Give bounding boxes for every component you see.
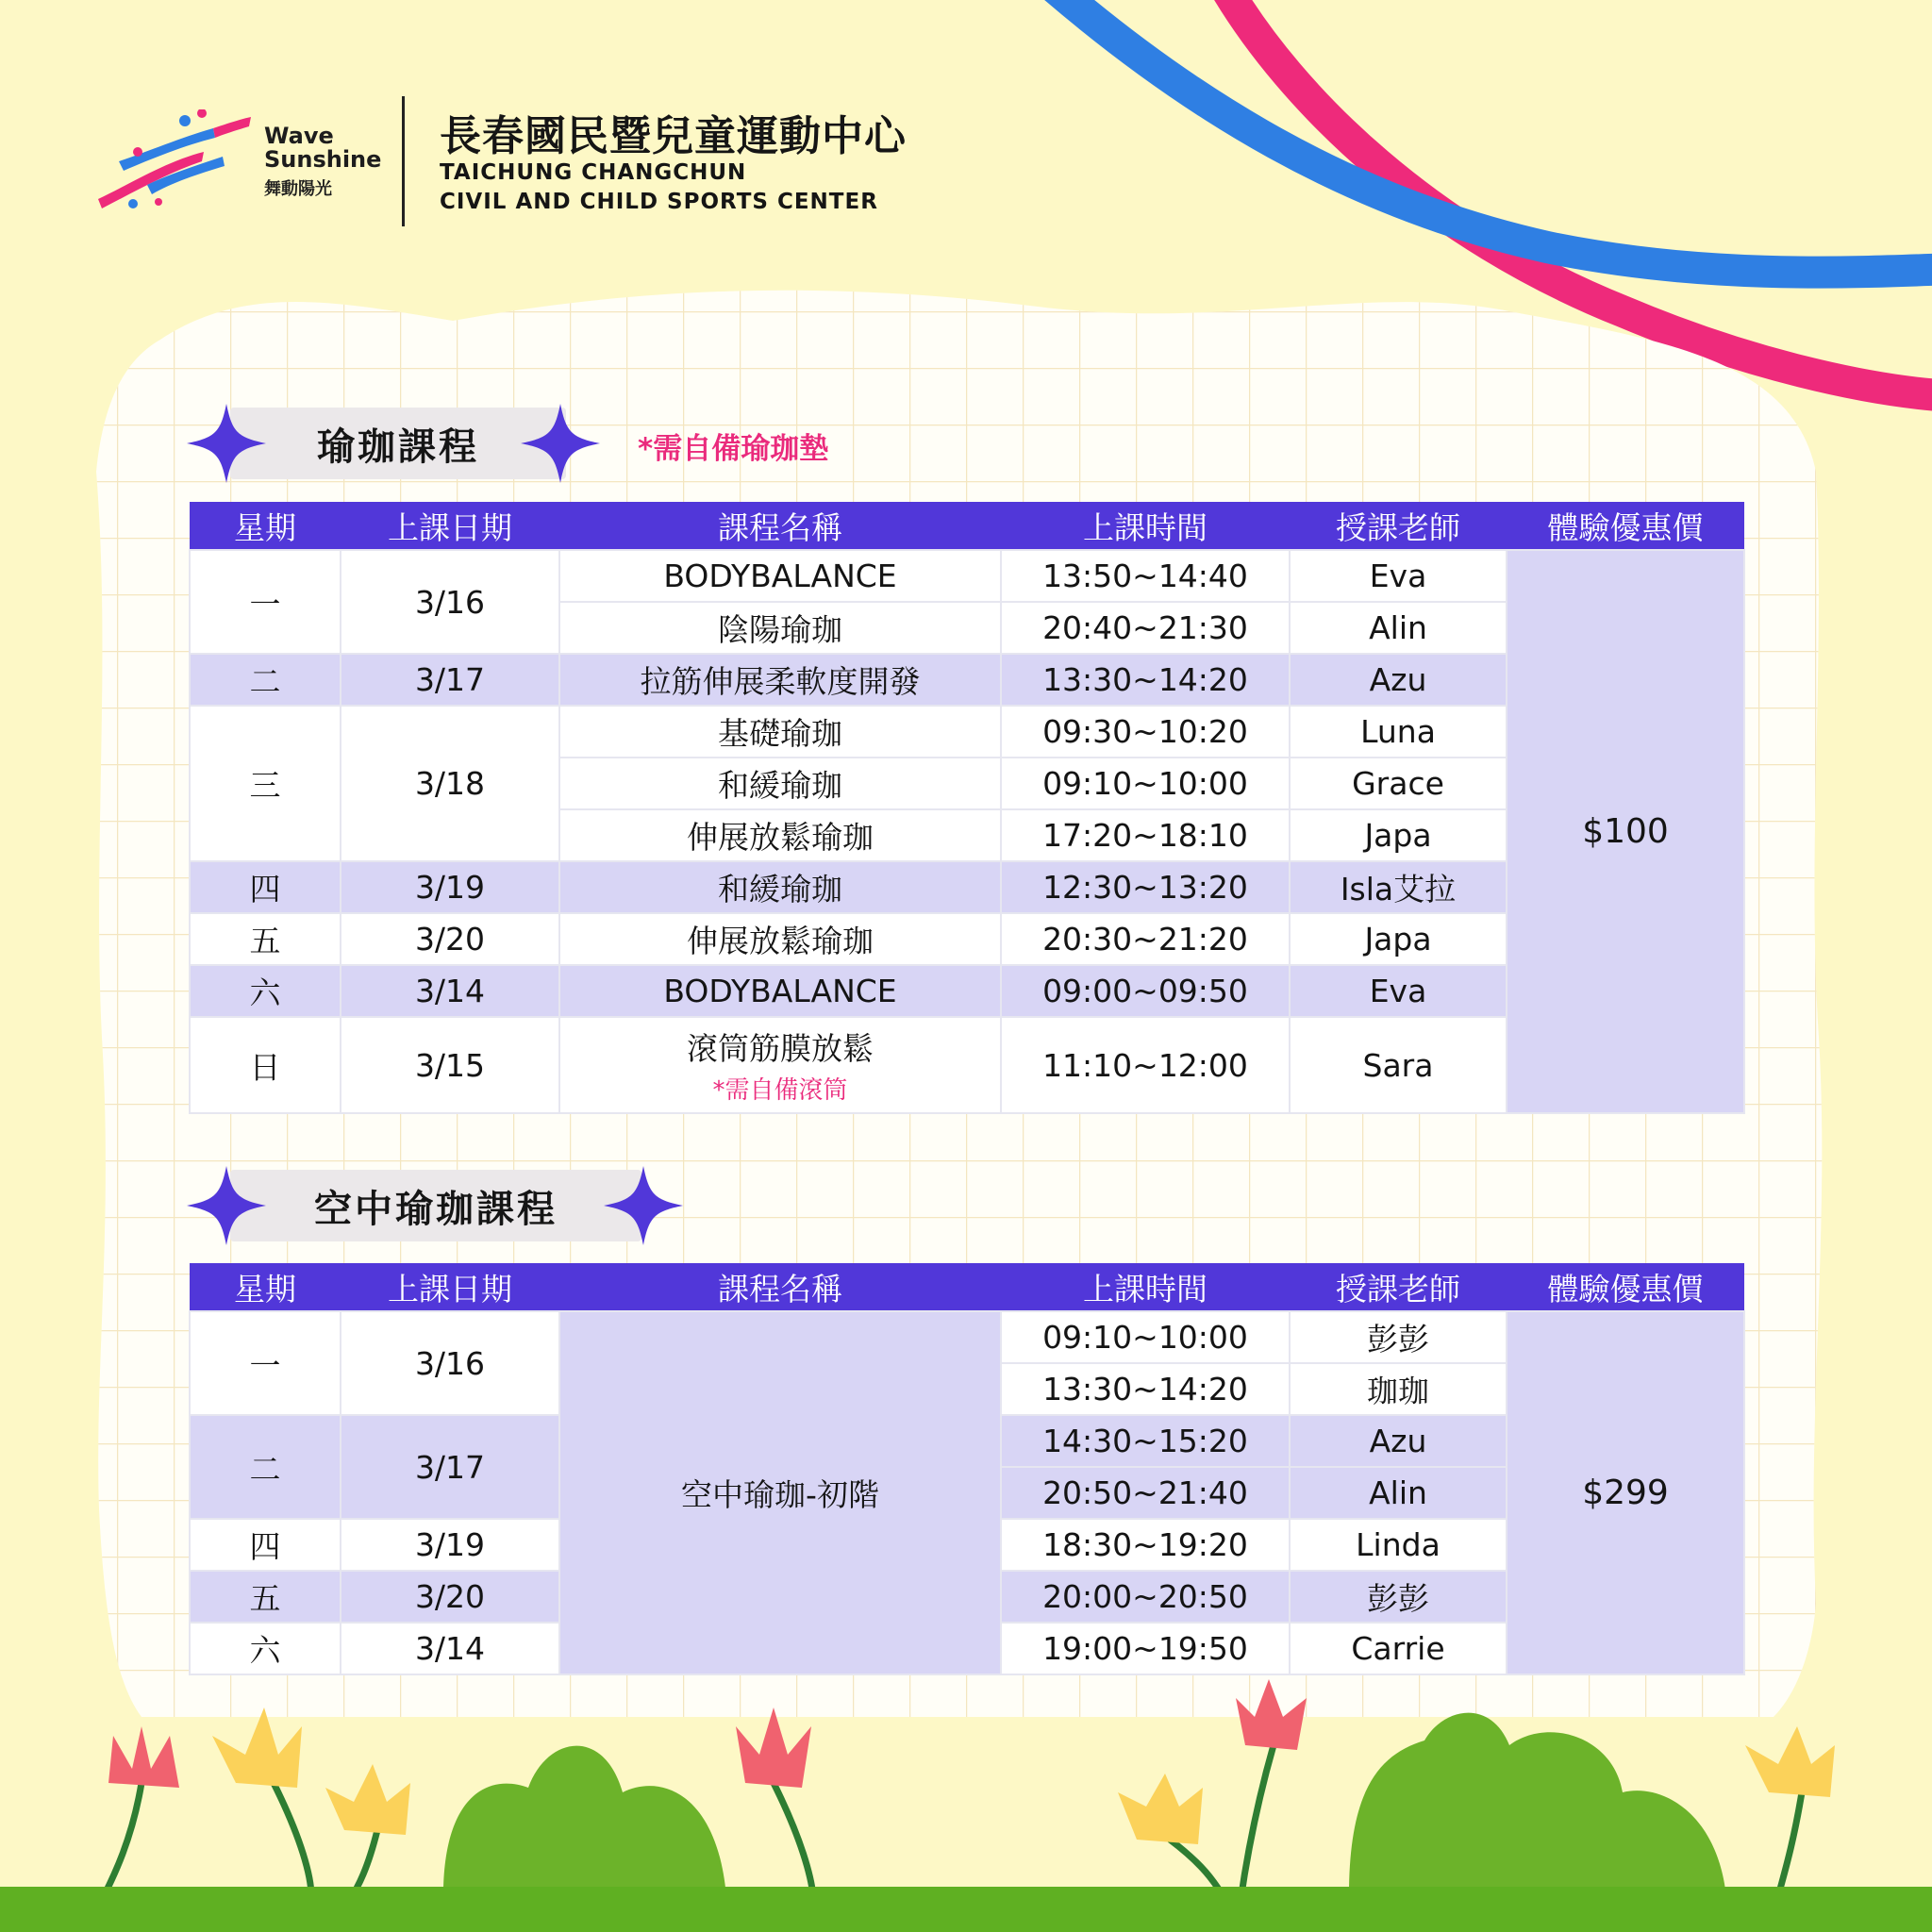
- col-header-price: 體驗優惠價: [1507, 502, 1744, 550]
- date-cell: 3/15: [341, 1017, 559, 1113]
- time-cell: 09:00~09:50: [1001, 965, 1290, 1017]
- yoga-section-title: 瑜珈課程: [230, 408, 566, 479]
- diamond-icon: [187, 1166, 266, 1245]
- time-cell: 11:10~12:00: [1001, 1017, 1290, 1113]
- table-header-row: [190, 1263, 1744, 1311]
- time-cell: 20:30~21:20: [1001, 913, 1290, 965]
- day-cell: 四: [190, 861, 341, 913]
- col-header-course: 課程名稱: [559, 1263, 1001, 1311]
- teacher-cell: Carrie: [1290, 1623, 1507, 1674]
- aerial-section-title: 空中瑜珈課程: [230, 1170, 641, 1241]
- date-cell: 3/16: [341, 1311, 559, 1415]
- day-cell: 三: [190, 706, 341, 861]
- teacher-cell: Japa: [1290, 913, 1507, 965]
- price-cell: $299: [1507, 1311, 1744, 1674]
- course-cell: 和緩瑜珈: [559, 758, 1001, 809]
- blue-ribbon: [1047, 0, 1932, 273]
- teacher-cell: 彭彭: [1290, 1311, 1507, 1363]
- time-cell: 13:30~14:20: [1001, 654, 1290, 706]
- col-header-time: 上課時間: [1001, 502, 1290, 550]
- roller-note: *需自備滾筒: [712, 1076, 848, 1105]
- date-cell: 3/19: [341, 1519, 559, 1571]
- logo-line-2: Sunshine: [264, 146, 382, 174]
- day-cell: 一: [190, 550, 341, 654]
- course-cell: BODYBALANCE: [559, 550, 1001, 602]
- teacher-cell: Azu: [1290, 654, 1507, 706]
- teacher-cell: 珈珈: [1290, 1363, 1507, 1415]
- col-header-date: 上課日期: [341, 502, 559, 550]
- time-cell: 20:50~21:40: [1001, 1467, 1290, 1519]
- time-cell: 13:30~14:20: [1001, 1363, 1290, 1415]
- time-cell: 19:00~19:50: [1001, 1623, 1290, 1674]
- date-cell: 3/19: [341, 861, 559, 913]
- table-row: [190, 1311, 1744, 1363]
- teacher-cell: Eva: [1290, 550, 1507, 602]
- course-cell: 基礎瑜珈: [559, 706, 1001, 758]
- date-cell: 3/14: [341, 965, 559, 1017]
- yoga-mat-note: *需自備瑜珈墊: [638, 432, 829, 466]
- time-cell: 20:40~21:30: [1001, 602, 1290, 654]
- course-cell: BODYBALANCE: [559, 965, 1001, 1017]
- course-cell: 和緩瑜珈: [559, 861, 1001, 913]
- course-cell: [559, 1017, 1001, 1113]
- teacher-cell: Grace: [1290, 758, 1507, 809]
- col-header-day: 星期: [190, 1263, 341, 1311]
- time-cell: 09:30~10:20: [1001, 706, 1290, 758]
- col-header-course: 課程名稱: [559, 502, 1001, 550]
- course-cell: 拉筋伸展柔軟度開發: [559, 654, 1001, 706]
- logo-wordmark: [264, 125, 381, 199]
- teacher-cell: 彭彭: [1290, 1571, 1507, 1623]
- date-cell: 3/17: [341, 654, 559, 706]
- teacher-cell: Luna: [1290, 706, 1507, 758]
- time-cell: 18:30~19:20: [1001, 1519, 1290, 1571]
- date-cell: 3/20: [341, 1571, 559, 1623]
- diamond-icon: [187, 404, 266, 483]
- time-cell: 13:50~14:40: [1001, 550, 1290, 602]
- wave-sunshine-logo-icon: [91, 109, 251, 213]
- date-cell: 3/16: [341, 550, 559, 654]
- center-name-en-1: TAICHUNG CHANGCHUN: [440, 160, 747, 185]
- teacher-cell: Japa: [1290, 809, 1507, 861]
- grass-strip: [0, 1887, 1932, 1932]
- course-cell: 伸展放鬆瑜珈: [559, 809, 1001, 861]
- teacher-cell: Isla艾拉: [1290, 861, 1507, 913]
- time-cell: 09:10~10:00: [1001, 758, 1290, 809]
- teacher-cell: Alin: [1290, 602, 1507, 654]
- day-cell: 二: [190, 654, 341, 706]
- date-cell: 3/20: [341, 913, 559, 965]
- col-header-date: 上課日期: [341, 1263, 559, 1311]
- teacher-cell: Azu: [1290, 1415, 1507, 1467]
- logo-line-1: Wave: [264, 123, 334, 149]
- table-header-row: [190, 502, 1744, 550]
- table-row: [190, 550, 1744, 602]
- header-divider: [402, 96, 405, 226]
- day-cell: 五: [190, 913, 341, 965]
- center-name-zh: 長春國民暨兒童運動中心: [440, 112, 907, 160]
- col-header-teacher: 授課老師: [1290, 502, 1507, 550]
- price-cell: $100: [1507, 550, 1744, 1113]
- time-cell: 14:30~15:20: [1001, 1415, 1290, 1467]
- day-cell: 五: [190, 1571, 341, 1623]
- teacher-cell: Eva: [1290, 965, 1507, 1017]
- day-cell: 日: [190, 1017, 341, 1113]
- center-name-en-2: CIVIL AND CHILD SPORTS CENTER: [440, 190, 878, 214]
- time-cell: 12:30~13:20: [1001, 861, 1290, 913]
- logo-line-3: 舞動陽光: [264, 179, 332, 200]
- yoga-schedule-table: [189, 502, 1745, 1114]
- date-cell: 3/18: [341, 706, 559, 861]
- day-cell: 二: [190, 1415, 341, 1519]
- green-bushes: [443, 1713, 1726, 1896]
- time-cell: 17:20~18:10: [1001, 809, 1290, 861]
- day-cell: 四: [190, 1519, 341, 1571]
- diamond-icon: [521, 404, 600, 483]
- course-cell: 伸展放鬆瑜珈: [559, 913, 1001, 965]
- day-cell: 六: [190, 1623, 341, 1674]
- course-cell: 空中瑜珈-初階: [559, 1311, 1001, 1674]
- teacher-cell: Sara: [1290, 1017, 1507, 1113]
- teacher-cell: Linda: [1290, 1519, 1507, 1571]
- aerial-schedule-table: [189, 1263, 1745, 1675]
- col-header-price: 體驗優惠價: [1507, 1263, 1744, 1311]
- teacher-cell: Alin: [1290, 1467, 1507, 1519]
- time-cell: 20:00~20:50: [1001, 1571, 1290, 1623]
- day-cell: 六: [190, 965, 341, 1017]
- col-header-teacher: 授課老師: [1290, 1263, 1507, 1311]
- course-name: 滾筒筋膜放鬆: [687, 1030, 874, 1067]
- diamond-icon: [604, 1166, 683, 1245]
- date-cell: 3/14: [341, 1623, 559, 1674]
- col-header-day: 星期: [190, 502, 341, 550]
- col-header-time: 上課時間: [1001, 1263, 1290, 1311]
- day-cell: 一: [190, 1311, 341, 1415]
- course-cell: 陰陽瑜珈: [559, 602, 1001, 654]
- time-cell: 09:10~10:00: [1001, 1311, 1290, 1363]
- date-cell: 3/17: [341, 1415, 559, 1519]
